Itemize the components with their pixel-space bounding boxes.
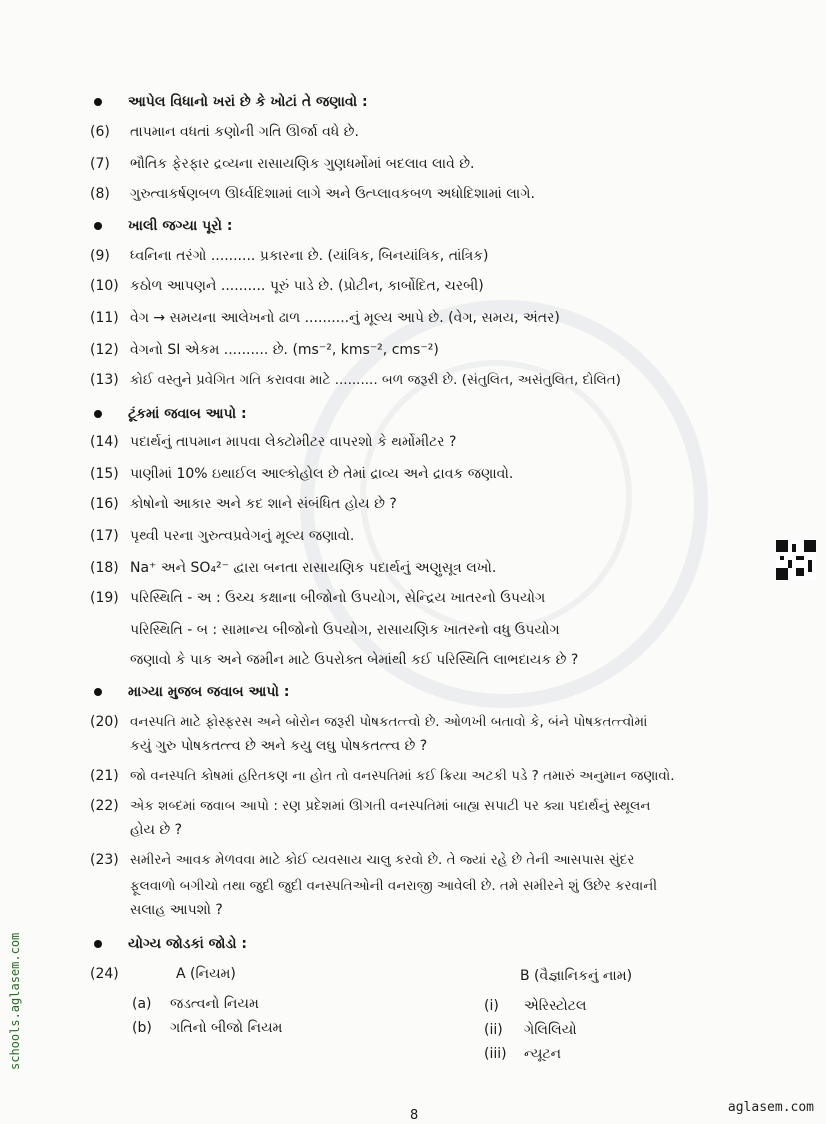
match-b-label: (iii)	[484, 1046, 507, 1062]
match-a-label: (b)	[132, 1020, 152, 1036]
question-text: વેગ → સમયના આલેખનો ઢાળ ..........નું મૂલ્ય આપે છે. (વેગ, સમય, અંતર)	[130, 310, 560, 326]
section-heading-fill-blanks: ખાલી જગ્યા પૂરો :	[128, 218, 233, 234]
question-text-continued: ફૂલવાળો બગીચો તથા જુદી જુદી વનસ્પતિઓની વનરાજી આવેલી છે. તમે સમીરને શું ઉછેર કરવાની	[130, 878, 658, 894]
question-number: (16)	[90, 496, 119, 512]
question-text: કોઈ વસ્તુને પ્રવેગિત ગતિ કરાવવા માટે .......... બળ જરૂરી છે. (સંતુલિત, અસંતુલિત, દોલિત)	[130, 372, 621, 388]
question-number: (21)	[90, 768, 119, 784]
question-text: તાપમાન વધતાં કણોની ગતિ ઊર્જા વધે છે.	[130, 124, 359, 140]
bullet-icon	[94, 410, 102, 418]
question-text: સમીરને આવક મેળવવા માટે કોઈ વ્યવસાય ચાલુ કરવો છે. તે જ્યાં રહે છે તેની આસપાસ સુંદર	[130, 852, 635, 868]
match-b-label: (ii)	[484, 1022, 503, 1038]
match-a-text: જડત્વનો નિયમ	[170, 996, 259, 1012]
bullet-icon	[94, 940, 102, 948]
match-b-text: ન્યૂટન	[524, 1046, 562, 1062]
question-number: (22)	[90, 798, 119, 814]
section-heading-short-answer: ટૂંકમાં જવાબ આપો :	[128, 406, 247, 422]
question-number: (20)	[90, 714, 119, 730]
question-number: (13)	[90, 372, 119, 388]
question-text: વેગનો SI એકમ .......... છે. (ms⁻², kms⁻², cms⁻²)	[130, 342, 439, 358]
question-number: (17)	[90, 528, 119, 544]
question-text: ગુરુત્વાકર્ષણબળ ઊર્ધ્વદિશામાં લાગે અને ઉત્પ્લાવકબળ અધોદિશામાં લાગે.	[130, 186, 535, 202]
bullet-icon	[94, 98, 102, 106]
question-number: (19)	[90, 590, 119, 606]
question-number: (14)	[90, 434, 119, 450]
question-text: Na⁺ અને SO₄²⁻ દ્વારા બનતા રાસાયણિક પદાર્થનું અણુસૂત્ર લખો.	[130, 560, 497, 576]
match-column-b-header: B (વૈજ્ઞાનિકનું નામ)	[520, 968, 633, 984]
question-text-continued: જણાવો કે પાક અને જમીન માટે ઉપરોક્ત બેમાંથી કઈ પરિસ્થિતિ લાભદાયક છે ?	[130, 652, 579, 668]
question-text: ધ્વનિના તરંગો .......... પ્રકારના છે. (યાંત્રિક, બિનયાંત્રિક, તાંત્રિક)	[130, 248, 489, 264]
question-text: ભૌતિક ફેરફાર દ્રવ્યના રાસાયણિક ગુણધર્મોમાં બદલાવ લાવે છે.	[130, 156, 475, 172]
question-text-continued: કયું ગુરુ પોષકતત્ત્વ છે અને કયુ લઘુ પોષકતત્ત્વ છે ?	[130, 738, 428, 754]
match-b-label: (i)	[484, 998, 499, 1014]
question-text: પૃથ્વી પરના ગુરુત્વપ્રવેગનું મૂલ્ય જણાવો.	[130, 528, 355, 544]
question-text: પાણીમાં 10% ઇથાઈલ આલ્કોહોલ છે તેમાં દ્રાવ્ય અને દ્રાવક જણાવો.	[130, 466, 514, 482]
question-text-continued: પરિસ્થિતિ - બ : સામાન્ય બીજોનો ઉપયોગ, રાસાયણિક ખાતરનો વધુ ઉપયોગ	[130, 622, 560, 638]
match-column-a-header: A (નિયમ)	[176, 966, 236, 982]
question-number: (24)	[90, 966, 119, 982]
question-text-continued: હોય છે ?	[130, 822, 183, 838]
question-text: જો વનસ્પતિ કોષમાં હરિતકણ ના હોત તો વનસ્પતિમાં કઈ ક્રિયા અટકી પડે ? તમારું અનુમાન જણાવો.	[130, 768, 675, 784]
section-heading-match: યોગ્ય જોડકાં જોડો :	[128, 936, 248, 952]
question-number: (23)	[90, 852, 119, 868]
question-number: (18)	[90, 560, 119, 576]
section-heading-as-asked: માગ્યા મુજબ જવાબ આપો :	[128, 684, 290, 700]
qr-code-icon	[776, 540, 816, 580]
page-number: 8	[410, 1108, 419, 1123]
section-heading-true-false: આપેલ વિધાનો ખરાં છે કે ખોટાં તે જણાવો :	[128, 94, 368, 110]
question-number: (15)	[90, 466, 119, 482]
question-text: પરિસ્થિતિ - અ : ઉચ્ચ કક્ષાના બીજોનો ઉપયોગ, સેન્દ્રિય ખાતરનો ઉપયોગ	[130, 590, 546, 606]
question-text-continued: સલાહ આપશો ?	[130, 902, 223, 918]
question-text: પદાર્થનું તાપમાન માપવા લેક્ટોમીટર વાપરશો કે થર્મોમીટર ?	[130, 434, 457, 450]
question-text: કઠોળ આપણને .......... પૂરું પાડે છે. (પ્રોટીન, કાર્બોદિત, ચરબી)	[130, 278, 484, 294]
side-watermark-url: schools.aglasem.com	[8, 932, 22, 1070]
question-text: વનસ્પતિ માટે ફોસ્ફરસ અને બોરોન જરૂરી પોષકતત્ત્વો છે. ઓળખી બતાવો કે, બંને પોષકતત્ત્વોમાં	[130, 714, 648, 730]
bullet-icon	[94, 222, 102, 230]
question-number: (10)	[90, 278, 119, 294]
question-number: (8)	[90, 186, 110, 202]
match-a-label: (a)	[132, 996, 152, 1012]
question-number: (11)	[90, 310, 119, 326]
question-number: (7)	[90, 156, 110, 172]
question-text: એક શબ્દમાં જવાબ આપો : રણ પ્રદેશમાં ઊગતી વનસ્પતિમાં બાહ્ય સપાટી પર ક્યા પદાર્થનું સ્થૂલન	[130, 798, 651, 814]
footer-url: aglasem.com	[727, 1100, 814, 1115]
question-number: (12)	[90, 342, 119, 358]
match-a-text: ગતિનો બીજો નિયમ	[170, 1020, 283, 1036]
bullet-icon	[94, 688, 102, 696]
match-b-text: ગેલિલિયો	[524, 1022, 577, 1038]
question-number: (6)	[90, 124, 110, 140]
question-number: (9)	[90, 248, 110, 264]
question-text: કોષોનો આકાર અને કદ શાને સંબંધિત હોય છે ?	[130, 496, 397, 512]
match-b-text: એરિસ્ટોટલ	[524, 998, 587, 1014]
